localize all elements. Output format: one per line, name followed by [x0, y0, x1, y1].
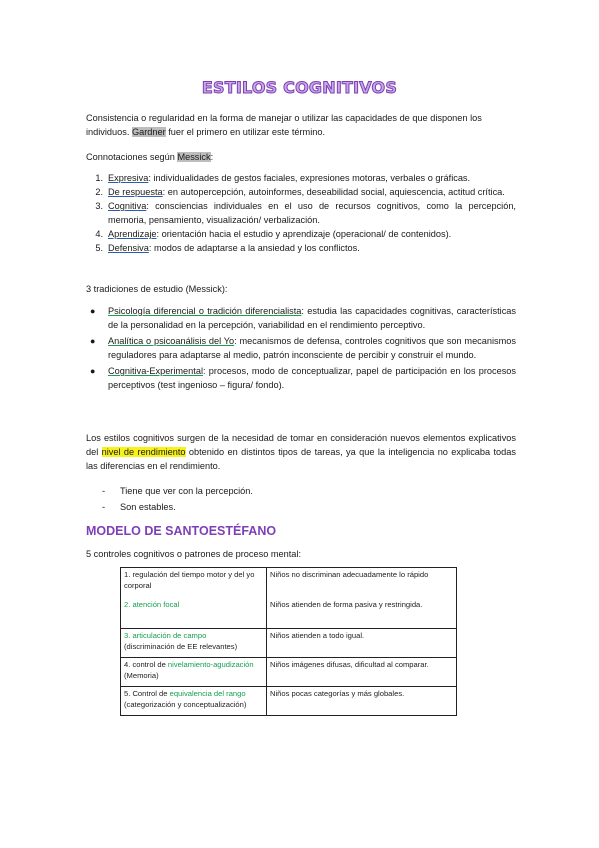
document-title: ESTILOS COGNITIVOS: [201, 78, 398, 97]
cell-text: Niños no discriminan adecuadamente lo rápido: [270, 570, 429, 579]
cell-text: 1. regulación del tiempo motor y del yo corporal: [124, 570, 255, 590]
list-item: [90, 364, 516, 392]
list-term: Expresiva: [108, 173, 149, 183]
list-desc: : consciencias individuales en el uso de recursos cognitivos, como la percepción, memoria, pensamiento, visualización/ verbalización.: [108, 201, 516, 225]
table-row: [121, 687, 457, 716]
list-item: [90, 304, 516, 332]
list-item: [95, 171, 516, 185]
cell-text: (discriminación de EE relevantes): [124, 641, 238, 651]
intro-paragraph: [86, 111, 516, 139]
list-number: 3.: [95, 201, 103, 211]
modelo-heading: MODELO DE SANTOESTÉFANO: [86, 524, 277, 538]
table-cell: [267, 629, 457, 658]
bullet-icon: ●: [90, 336, 96, 346]
table-cell: [121, 629, 267, 658]
list-number: 5.: [95, 243, 103, 253]
connotaciones-list: [95, 171, 516, 255]
list-term: Analítica o psicoanálisis del Yo: [108, 336, 235, 346]
list-term: De respuesta: [108, 187, 163, 197]
list-desc: : individualidades de gestos faciales, expresiones motoras, verbales o gráficas.: [148, 173, 471, 183]
cell-text: 3. articulación de campo: [124, 631, 207, 640]
table-cell: [121, 568, 267, 629]
list-item: [95, 241, 516, 255]
list-number: 4.: [95, 229, 103, 239]
list-item: [95, 185, 516, 199]
cell-text: 2. atención focal: [124, 600, 180, 609]
intro-text-1: Consistencia o regularidad en la forma de manejar o utilizar las capacidades de que disponen los individuos.: [86, 113, 482, 137]
dash-marker: -: [102, 486, 106, 496]
list-term: Cognitiva-Experimental: [108, 366, 203, 376]
connotaciones-heading: [86, 150, 516, 164]
table-cell: [267, 687, 457, 716]
table-row: [121, 568, 457, 629]
list-term: Cognitiva: [108, 201, 147, 211]
list-item: [102, 500, 516, 514]
cell-text: Niños imágenes difusas, dificultad al comparar.: [270, 660, 429, 669]
list-item: [102, 484, 516, 498]
dash-marker: -: [102, 502, 106, 512]
estilos-paragraph: [86, 431, 516, 473]
dash-list: [102, 484, 516, 514]
list-number: 1.: [95, 173, 103, 183]
cell-text: Niños atienden de forma pasiva y restringida.: [270, 599, 423, 609]
list-item: [90, 334, 516, 362]
list-item: [95, 227, 516, 241]
dash-text: Son estables.: [120, 502, 176, 512]
messick-highlight: Messick: [177, 152, 211, 162]
list-desc: : estudia las capacidades cognitivas, características de la personalidad en la percepción, variabilidad en el rendimiento perceptivo.: [108, 306, 516, 330]
table-cell: [267, 568, 457, 629]
tradiciones-list: [90, 304, 516, 392]
list-desc: : orientación hacia el estudio y aprendizaje (operacional/ de contenidos).: [156, 229, 452, 239]
tradiciones-heading: 3 tradiciones de estudio (Messick):: [86, 284, 228, 294]
dash-text: Tiene que ver con la percepción.: [120, 486, 253, 496]
list-term: Defensiva: [108, 243, 149, 253]
table-cell: [121, 687, 267, 716]
list-number: 2.: [95, 187, 103, 197]
bullet-icon: ●: [90, 366, 96, 376]
rendimiento-highlight: nivel de rendimiento: [101, 447, 186, 457]
intro-text-2: fuer el primero en utilizar este término.: [165, 127, 326, 137]
estilos-text-1: Los estilos cognitivos surgen de la necesidad de tomar en consideración nuevos elementos explicativos del: [86, 433, 516, 457]
table-row: [121, 658, 457, 687]
list-desc: : modos de adaptarse a la ansiedad y los conflictos.: [148, 243, 360, 253]
cell-text: nivelamiento-agudización: [167, 660, 254, 669]
cell-text: 5. Control de: [124, 689, 170, 698]
cell-text: 4. control de: [124, 660, 168, 669]
connotaciones-suffix: :: [210, 152, 214, 162]
cell-text: Niños atienden a todo igual.: [270, 631, 365, 640]
list-desc: : procesos, modo de conceptualizar, papel de participación en los procesos perceptivos (test ingenioso – figura/ fondo).: [108, 366, 516, 390]
cell-text: equivalencia del rango: [169, 689, 246, 698]
list-desc: : mecanismos de defensa, controles cognitivos que son mecanismos reguladores para adaptarse al medio, patrón inconsciente de percibir y construir el mundo.: [108, 336, 516, 360]
gardner-highlight: Gardner: [131, 127, 166, 137]
list-item: [95, 199, 516, 227]
cell-text: Niños pocas categorías y más globales.: [270, 689, 405, 698]
list-term: Aprendizaje: [108, 229, 157, 239]
estilos-text-2: obtenido en distintos tipos de tareas, ya que la inteligencia no explicaba todas las diferencias en el rendimiento.: [86, 447, 516, 471]
list-term: Psicología diferencial o tradición diferencialista: [108, 306, 302, 316]
list-desc: : en autopercepción, autoinformes, deseabilidad social, aquiescencia, actitud crítica.: [162, 187, 505, 197]
table-cell: [121, 658, 267, 687]
cell-text: (categorización y conceptualización): [124, 699, 247, 709]
table-cell: [267, 658, 457, 687]
table-row: [121, 629, 457, 658]
modelo-subheading: 5 controles cognitivos o patrones de proceso mental:: [86, 549, 302, 559]
connotaciones-prefix: Connotaciones según: [86, 152, 178, 162]
bullet-icon: ●: [90, 306, 96, 316]
controles-table: [120, 567, 457, 716]
cell-text: (Memoria): [124, 670, 159, 680]
